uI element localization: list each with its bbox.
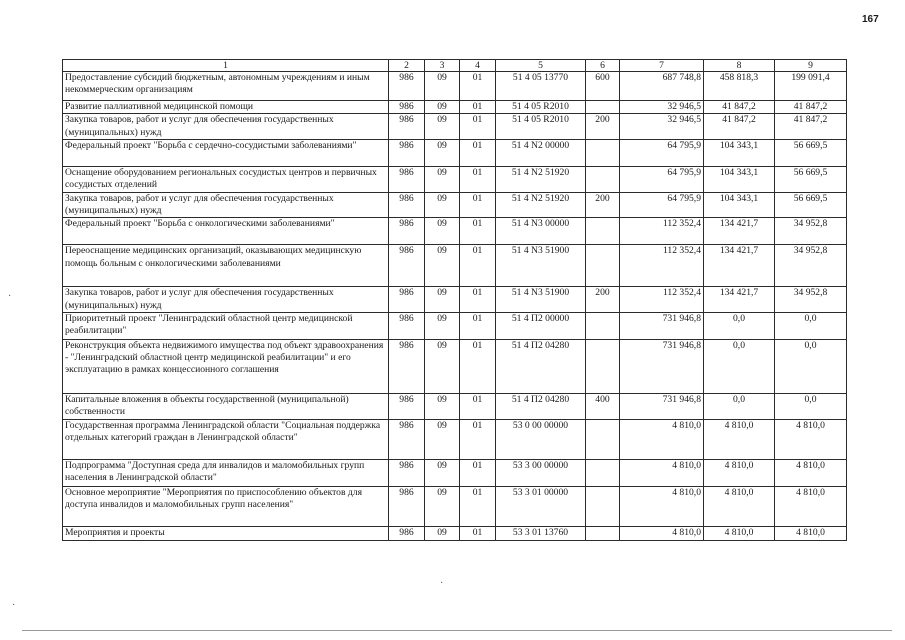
table-cell-col8: 134 421,7 [704, 245, 775, 287]
table-cell-col9: 4 810,0 [775, 486, 847, 526]
table-cell-col6: 200 [586, 192, 620, 218]
table-cell-col9: 34 952,8 [775, 287, 847, 313]
table-cell-col5: 51 4 П2 00000 [496, 312, 586, 339]
table-row [63, 419, 847, 459]
table-cell-col7: 64 795,9 [620, 139, 704, 166]
table-cell-col2: 986 [389, 526, 425, 540]
scan-speck: · [440, 578, 444, 589]
table-cell-col6 [586, 486, 620, 526]
column-header: 8 [704, 60, 775, 72]
table-cell-col3: 09 [425, 419, 460, 459]
table-cell-col7: 112 352,4 [620, 287, 704, 313]
table-cell-col7: 64 795,9 [620, 192, 704, 218]
table-cell-col3: 09 [425, 139, 460, 166]
table-cell-col7: 112 352,4 [620, 245, 704, 287]
table-cell-col5: 53 0 00 00000 [496, 419, 586, 459]
row-description: Подпрограмма "Доступная среда для инвалидов и маломобильных групп населения в Ленинградской области" [63, 459, 389, 486]
table-cell-col3: 09 [425, 218, 460, 245]
table-cell-col3: 09 [425, 312, 460, 339]
table-cell-col8: 104 343,1 [704, 166, 775, 192]
table-cell-col9: 41 847,2 [775, 101, 847, 114]
table-cell-col9: 4 810,0 [775, 419, 847, 459]
table-row [63, 72, 847, 101]
table-row [63, 459, 847, 486]
table-cell-col3: 09 [425, 459, 460, 486]
table-cell-col9: 56 669,5 [775, 139, 847, 166]
row-description: Закупка товаров, работ и услуг для обеспечения государственных (муниципальных) нужд [63, 287, 389, 313]
table-cell-col3: 09 [425, 526, 460, 540]
row-description: Переоснащение медицинских организаций, оказывающих медицинскую помощь больным с онкологическими заболеваниями [63, 245, 389, 287]
table-cell-col7: 112 352,4 [620, 218, 704, 245]
table-cell-col8: 104 343,1 [704, 192, 775, 218]
table-cell-col5: 53 3 01 13760 [496, 526, 586, 540]
table-cell-col5: 53 3 01 00000 [496, 486, 586, 526]
table-cell-col9: 4 810,0 [775, 526, 847, 540]
column-number-row [63, 60, 847, 72]
row-description: Закупка товаров, работ и услуг для обеспечения государственных (муниципальных) нужд [63, 192, 389, 218]
column-header: 9 [775, 60, 847, 72]
table-row [63, 393, 847, 419]
table-body [63, 72, 847, 541]
table-cell-col9: 56 669,5 [775, 192, 847, 218]
row-description: Капитальные вложения в объекты государственной (муниципальной) собственности [63, 393, 389, 419]
table-cell-col6: 600 [586, 72, 620, 101]
table-cell-col5: 51 4 05 R2010 [496, 114, 586, 140]
table-cell-col2: 986 [389, 459, 425, 486]
table-row [63, 114, 847, 140]
table-cell-col7: 731 946,8 [620, 312, 704, 339]
table-cell-col7: 32 946,5 [620, 114, 704, 140]
table-cell-col2: 986 [389, 139, 425, 166]
table-cell-col4: 01 [460, 192, 496, 218]
column-header: 7 [620, 60, 704, 72]
table-row [63, 339, 847, 393]
row-description: Основное мероприятие "Мероприятия по приспособлению объектов для доступа инвалидов и маломобильных групп населения" [63, 486, 389, 526]
table-cell-col9: 41 847,2 [775, 114, 847, 140]
table-cell-col3: 09 [425, 192, 460, 218]
table-cell-col6: 200 [586, 114, 620, 140]
table-cell-col2: 986 [389, 218, 425, 245]
table-cell-col8: 4 810,0 [704, 419, 775, 459]
table-cell-col6 [586, 419, 620, 459]
row-description: Реконструкция объекта недвижимого имущества под объект здравоохранения - "Ленинградский областной центр медицинской реабилитации" и его эксплуатацию в рамках концессионного соглашения [63, 339, 389, 393]
table-cell-col9: 4 810,0 [775, 459, 847, 486]
table-cell-col9: 0,0 [775, 339, 847, 393]
table-cell-col6 [586, 218, 620, 245]
table-cell-col3: 09 [425, 486, 460, 526]
table-cell-col5: 51 4 N3 51900 [496, 245, 586, 287]
table-cell-col9: 199 091,4 [775, 72, 847, 101]
table-cell-col6 [586, 312, 620, 339]
table-cell-col2: 986 [389, 339, 425, 393]
table-cell-col8: 104 343,1 [704, 139, 775, 166]
table-cell-col8: 41 847,2 [704, 114, 775, 140]
table-cell-col7: 4 810,0 [620, 486, 704, 526]
table-cell-col4: 01 [460, 245, 496, 287]
row-description: Развитие паллиативной медицинской помощи [63, 101, 389, 114]
table-cell-col8: 0,0 [704, 312, 775, 339]
column-header: 2 [389, 60, 425, 72]
table-cell-col4: 01 [460, 526, 496, 540]
scan-speck: · [12, 600, 16, 611]
scan-speck: · [8, 291, 12, 302]
table-cell-col7: 731 946,8 [620, 339, 704, 393]
table-cell-col5: 51 4 П2 04280 [496, 339, 586, 393]
table-cell-col7: 687 748,8 [620, 72, 704, 101]
table-cell-col5: 51 4 N3 00000 [496, 218, 586, 245]
table-cell-col5: 53 3 00 00000 [496, 459, 586, 486]
column-header: 6 [586, 60, 620, 72]
scan-bottom-edge [22, 630, 892, 631]
table-cell-col2: 986 [389, 393, 425, 419]
table-cell-col6: 200 [586, 287, 620, 313]
table-cell-col8: 4 810,0 [704, 486, 775, 526]
table-cell-col4: 01 [460, 166, 496, 192]
table-cell-col8: 4 810,0 [704, 526, 775, 540]
table-cell-col7: 4 810,0 [620, 459, 704, 486]
table-cell-col3: 09 [425, 101, 460, 114]
table-cell-col9: 0,0 [775, 312, 847, 339]
table-cell-col2: 986 [389, 114, 425, 140]
table-cell-col2: 986 [389, 486, 425, 526]
table-cell-col4: 01 [460, 459, 496, 486]
table-cell-col5: 51 4 N2 51920 [496, 192, 586, 218]
table-cell-col8: 0,0 [704, 393, 775, 419]
table-cell-col3: 09 [425, 393, 460, 419]
row-description: Федеральный проект "Борьба с сердечно-сосудистыми заболеваниями" [63, 139, 389, 166]
table-cell-col7: 64 795,9 [620, 166, 704, 192]
row-description: Государственная программа Ленинградской области "Социальная поддержка отдельных категорий граждан в Ленинградской области" [63, 419, 389, 459]
table-row [63, 139, 847, 166]
table-cell-col8: 0,0 [704, 339, 775, 393]
table-row [63, 101, 847, 114]
table-cell-col5: 51 4 05 13770 [496, 72, 586, 101]
table-cell-col6 [586, 526, 620, 540]
table-cell-col6: 400 [586, 393, 620, 419]
column-header: 3 [425, 60, 460, 72]
table-row [63, 245, 847, 287]
table-cell-col3: 09 [425, 114, 460, 140]
table-cell-col8: 458 818,3 [704, 72, 775, 101]
table-cell-col7: 4 810,0 [620, 526, 704, 540]
table-cell-col9: 0,0 [775, 393, 847, 419]
row-description: Закупка товаров, работ и услуг для обеспечения государственных (муниципальных) нужд [63, 114, 389, 140]
table-cell-col5: 51 4 N3 51900 [496, 287, 586, 313]
row-description: Федеральный проект "Борьба с онкологическими заболеваниями" [63, 218, 389, 245]
table-cell-col8: 41 847,2 [704, 101, 775, 114]
table-cell-col5: 51 4 N2 00000 [496, 139, 586, 166]
column-header: 4 [460, 60, 496, 72]
table-cell-col4: 01 [460, 312, 496, 339]
table-cell-col9: 34 952,8 [775, 218, 847, 245]
table-cell-col6 [586, 166, 620, 192]
row-description: Приоритетный проект "Ленинградский областной центр медицинской реабилитации" [63, 312, 389, 339]
table-row [63, 526, 847, 540]
row-description: Мероприятия и проекты [63, 526, 389, 540]
budget-table [62, 59, 847, 541]
table-cell-col2: 986 [389, 419, 425, 459]
table-cell-col6 [586, 245, 620, 287]
table-cell-col3: 09 [425, 72, 460, 101]
table-cell-col6 [586, 339, 620, 393]
table-cell-col9: 56 669,5 [775, 166, 847, 192]
table-row [63, 312, 847, 339]
column-header: 5 [496, 60, 586, 72]
table-cell-col5: 51 4 N2 51920 [496, 166, 586, 192]
table-cell-col4: 01 [460, 101, 496, 114]
row-description: Оснащение оборудованием региональных сосудистых центров и первичных сосудистых отделений [63, 166, 389, 192]
table-cell-col4: 01 [460, 393, 496, 419]
table-row [63, 166, 847, 192]
table-cell-col4: 01 [460, 486, 496, 526]
table-cell-col6 [586, 459, 620, 486]
table-row [63, 192, 847, 218]
table-cell-col2: 986 [389, 166, 425, 192]
table-cell-col4: 01 [460, 419, 496, 459]
table-cell-col8: 134 421,7 [704, 218, 775, 245]
table-cell-col4: 01 [460, 72, 496, 101]
table-cell-col4: 01 [460, 218, 496, 245]
table-cell-col2: 986 [389, 245, 425, 287]
table-cell-col2: 986 [389, 287, 425, 313]
row-description: Предоставление субсидий бюджетным, автономным учреждениям и иным некоммерческим организациям [63, 72, 389, 101]
table-cell-col3: 09 [425, 166, 460, 192]
table-cell-col4: 01 [460, 339, 496, 393]
table-cell-col2: 986 [389, 192, 425, 218]
table-cell-col2: 986 [389, 72, 425, 101]
table-cell-col5: 51 4 05 R2010 [496, 101, 586, 114]
table-cell-col5: 51 4 П2 04280 [496, 393, 586, 419]
column-header: 1 [63, 60, 389, 72]
page-number: 167 [862, 14, 879, 25]
table-cell-col3: 09 [425, 339, 460, 393]
table-cell-col8: 4 810,0 [704, 459, 775, 486]
table-cell-col8: 134 421,7 [704, 287, 775, 313]
table-cell-col2: 986 [389, 101, 425, 114]
table-row [63, 287, 847, 313]
table-cell-col7: 32 946,5 [620, 101, 704, 114]
table-cell-col6 [586, 101, 620, 114]
table-row [63, 486, 847, 526]
table-cell-col4: 01 [460, 287, 496, 313]
table-cell-col9: 34 952,8 [775, 245, 847, 287]
table-cell-col7: 731 946,8 [620, 393, 704, 419]
table-cell-col6 [586, 139, 620, 166]
table-cell-col3: 09 [425, 245, 460, 287]
table-cell-col2: 986 [389, 312, 425, 339]
table-row [63, 218, 847, 245]
table-cell-col4: 01 [460, 139, 496, 166]
table-cell-col3: 09 [425, 287, 460, 313]
table-cell-col7: 4 810,0 [620, 419, 704, 459]
table-cell-col4: 01 [460, 114, 496, 140]
